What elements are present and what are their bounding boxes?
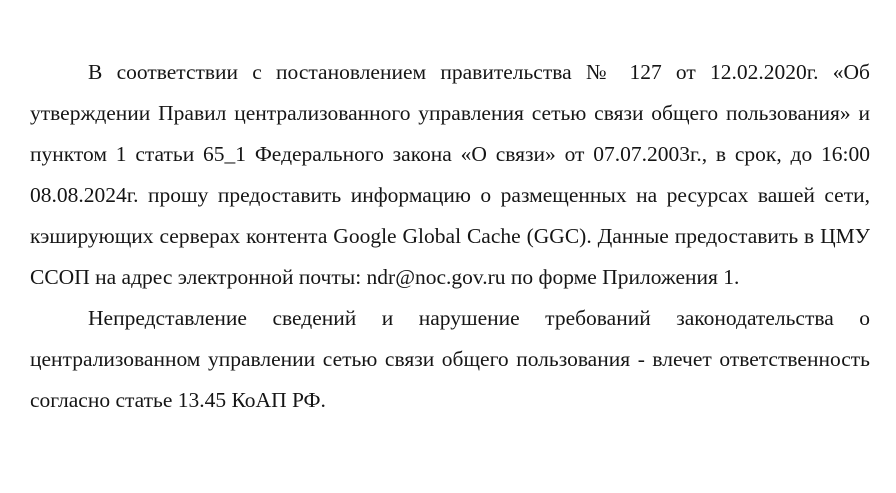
paragraph-liability: Непредставление сведений и нарушение требований законодательства о централизованном управлении сетью связи общего пользования - влечет ответственность согласно статье 13.45 КоАП РФ.	[30, 306, 870, 412]
paragraph-requirement: В соответствии с постановлением правительства № 127 от 12.02.2020г. «Об утверждении Правил централизованного управления сетью связи общего пользования» и пунктом 1 статьи 65_1 Федерального закона «О связи» от 07.07.2003г., в срок, до 16:00 08.08.2024г. прошу предоставить информацию о размещенных на ресурсах вашей сети, кэширующих серверах контента Google Global Cache (GGC). Данные предоставить в ЦМУ ССОП на адрес электронной почты: ndr@noc.gov.ru по форме Приложения 1.	[30, 60, 870, 289]
document-body	[30, 52, 870, 421]
